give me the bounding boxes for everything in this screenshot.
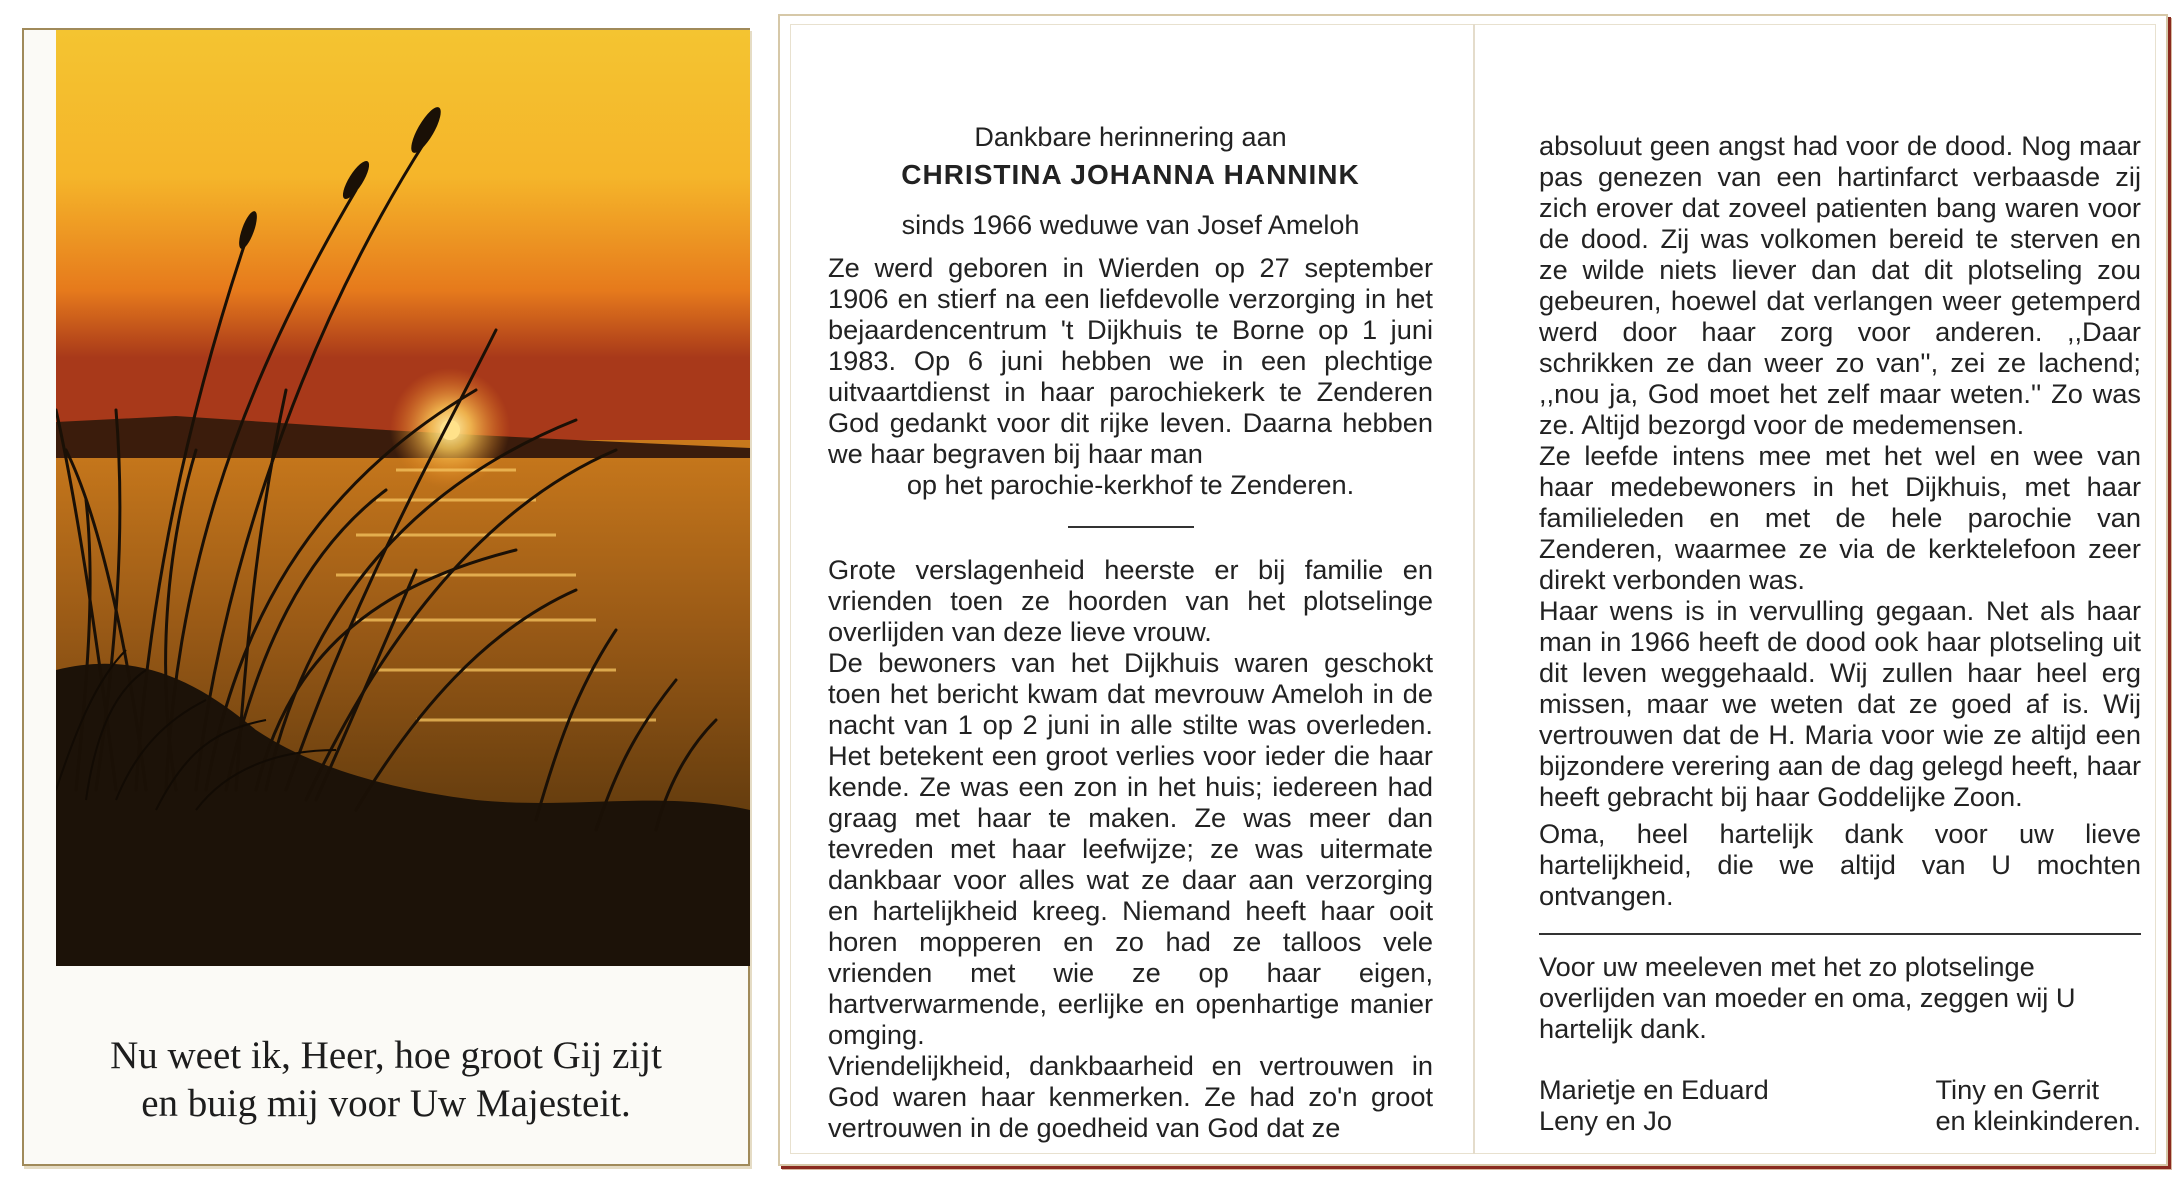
signature-line: Leny en Jo — [1539, 1105, 1673, 1136]
paragraph-community: Ze leefde intens mee met het wel en wee van haar medebewoners in het Dijkhuis, met haar familieleden en met de hele parochie van Zenderen, waarmee ze via de kerktelefoon zeer direkt verbonden was. — [1539, 440, 2141, 595]
signatures-left — [1539, 1074, 1769, 1136]
heading-intro: Dankbare herinnering aan — [974, 122, 1287, 152]
paragraph-thanks-family: Voor uw meeleven met het zo plotselinge overlijden van moeder en oma, zeggen wij U hartelijk dank. — [1539, 951, 2076, 1044]
left-column — [828, 118, 1433, 1143]
deceased-name: CHRISTINA JOHANNA HANNINK — [901, 159, 1360, 190]
paragraph-birth-death: Ze werd geboren in Wierden op 27 september 1906 en stierf na een liefdevolle verzorging in het bejaardencentrum 't Dijkhuis te Borne op 1 juni 1983. Op 6 juni hebben we in een plechtige uitvaartdienst in haar parochiekerk te Zenderen God gedankt voor dit rijke leven. Daarna hebben we haar begraven bij haar man — [828, 252, 1433, 469]
paragraph-residents: De bewoners van het Dijkhuis waren geschokt toen het bericht kwam dat mevrouw Ameloh in de nacht van 1 op 2 juni in alle stilte was overleden. Het betekent een groot verlies voor ieder die haar kende. Ze was een zon in het huis; iedereen had graag met haar te maken. Ze was meer dan tevreden met haar leefwijze; ze was uitermate dankbaar voor alles wat ze daar aan verzorging en hartelijkheid kreeg. Niemand heeft haar ooit horen mopperen en zo had ze talloos vele vrienden met wie ze op haar eigen, hartverwarmende, eerlijke en openhartige manier omging. — [828, 647, 1433, 1050]
right-column — [1539, 130, 2141, 1144]
verse — [24, 1032, 748, 1128]
signature-line: en kleinkinderen. — [1935, 1105, 2141, 1136]
paragraph-no-fear: absoluut geen angst had voor de dood. Nog maar pas genezen van een hartinfarct verbaasde zij zich erover dat zoveel patienten bang waren voor de dood. Zij was volkomen bereid te sterven en ze wilde niets liever dan dat dit plotseling zou gebeuren, hoewel dat verlangen weer getemperd werd door haar zorg voor anderen. ,,Daar schrikken ze dan weer zo van'', zei ze lachend; ,,nou ja, God moet het zelf maar weten.'' Zo was ze. Altijd bezorgd voor de medemensen. — [1539, 130, 2141, 440]
verse-line-1: Nu weet ik, Heer, hoe groot Gij zijt — [110, 1034, 662, 1077]
signature-line: Marietje en Eduard — [1539, 1074, 1769, 1105]
signatures-right — [1935, 1074, 2141, 1136]
paragraph-wish: Haar wens is in vervulling gegaan. Net als haar man in 1966 heeft de dood ook haar plotseling uit dit leven weggehaald. Wij zullen haar heel erg missen, maar we weten dat ze goed af is. Wij vertrouwen dat de H. Maria voor wie ze altijd een bijzondere verering aan de dag gelegd heeft, haar heeft gebracht bij haar Goddelijke Zoon. — [1539, 595, 2141, 812]
sunset-illustration — [56, 30, 750, 966]
signatures — [1539, 1074, 2141, 1144]
paragraph-faith: Vriendelijkheid, dankbaarheid en vertrouwen in God waren haar kenmerken. Ze had zo'n groot vertrouwen in de goedheid van God dat ze — [828, 1050, 1433, 1143]
prayer-card-front — [22, 28, 750, 1166]
signature-line: Tiny en Gerrit — [1935, 1074, 2100, 1105]
heading-subtitle: sinds 1966 weduwe van Josef Ameloh — [901, 210, 1360, 240]
prayer-card-inside — [778, 14, 2168, 1166]
divider-full — [1539, 933, 2141, 935]
paragraph-burial-end: op het parochie-kerkhof te Zenderen. — [906, 469, 1355, 500]
paragraph-thanks-oma: Oma, heel hartelijk dank voor uw lieve hartelijkheid, die we altijd van U mochten ontvangen. — [1539, 818, 2141, 911]
paragraph-grief: Grote verslagenheid heerste er bij familie en vrienden toen ze hoorden van het plotselinge overlijden van deze lieve vrouw. — [828, 554, 1433, 647]
fold-line — [1473, 24, 1475, 1154]
divider-short — [1068, 526, 1194, 528]
sunset-reeds-photo — [56, 30, 750, 966]
verse-line-2: en buig mij voor Uw Majesteit. — [141, 1082, 631, 1125]
